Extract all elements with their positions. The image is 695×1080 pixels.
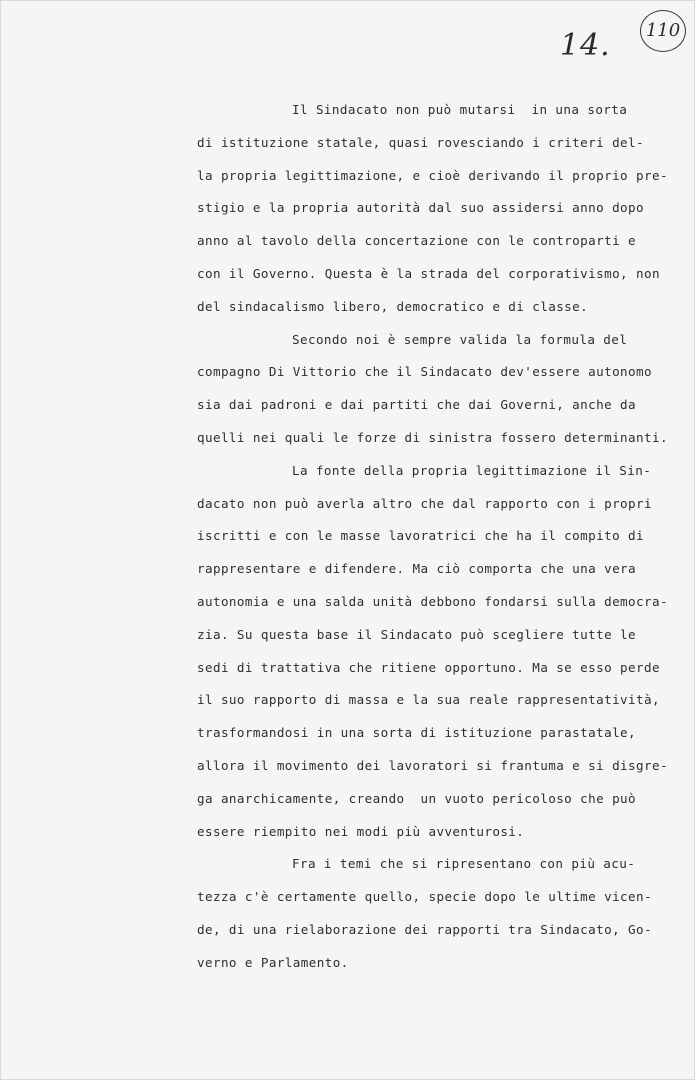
text-line: autonomia e una salda unità debbono fondarsi sulla democra- — [197, 593, 668, 609]
handwritten-page-number: 14. — [560, 28, 611, 63]
text-line: Fra i temi che si ripresentano con più acu- — [292, 856, 636, 872]
text-line: iscritti e con le masse lavoratrici che ha il compito di — [197, 528, 644, 544]
text-line: La fonte della propria legittimazione il Sin- — [292, 462, 652, 478]
text-line: allora il movimento dei lavoratori si frantuma e si disgre- — [197, 757, 668, 773]
text-line: Secondo noi è sempre valida la formula del — [292, 331, 628, 347]
text-line: ga anarchicamente, creando un vuoto pericoloso che può — [197, 790, 637, 806]
text-line: dacato non può averla altro che dal rapporto con i propri — [197, 495, 652, 511]
archive-stamp-number: 110 — [640, 10, 686, 52]
text-line: rappresentare e difendere. Ma ciò comporta che una vera — [197, 561, 637, 577]
typed-text-body — [197, 94, 668, 980]
text-line: con il Governo. Questa è la strada del corporativismo, non — [197, 265, 660, 281]
text-line: stigio e la propria autorità dal suo assidersi anno dopo — [197, 200, 644, 216]
text-line: il suo rapporto di massa e la sua reale rappresentatività, — [197, 692, 660, 708]
text-line: de, di una rielaborazione dei rapporti tra Sindacato, Go- — [197, 921, 652, 937]
text-line: anno al tavolo della concertazione con le controparti e — [197, 233, 637, 249]
text-line: la propria legittimazione, e cioè derivando il proprio pre- — [197, 167, 668, 183]
text-line: zia. Su questa base il Sindacato può scegliere tutte le — [197, 626, 637, 642]
text-line: Il Sindacato non può mutarsi in una sorta — [292, 102, 628, 117]
text-line: di istituzione statale, quasi rovesciando i criteri del- — [197, 134, 644, 150]
text-line: del sindacalismo libero, democratico e di classe. — [197, 298, 589, 314]
text-line: trasformandosi in una sorta di istituzione parastatale, — [197, 725, 637, 741]
text-line: essere riempito nei modi più avventurosi. — [197, 823, 525, 839]
text-line: tezza c'è certamente quello, specie dopo le ultime vicen- — [197, 889, 652, 905]
text-line: sia dai padroni e dai partiti che dai Governi, anche da — [197, 397, 637, 413]
text-line: quelli nei quali le forze di sinistra fossero determinanti. — [197, 429, 668, 445]
text-line: sedi di trattativa che ritiene opportuno. Ma se esso perde — [197, 659, 660, 675]
text-line: verno e Parlamento. — [197, 954, 349, 970]
text-line: compagno Di Vittorio che il Sindacato dev'essere autonomo — [197, 364, 652, 380]
